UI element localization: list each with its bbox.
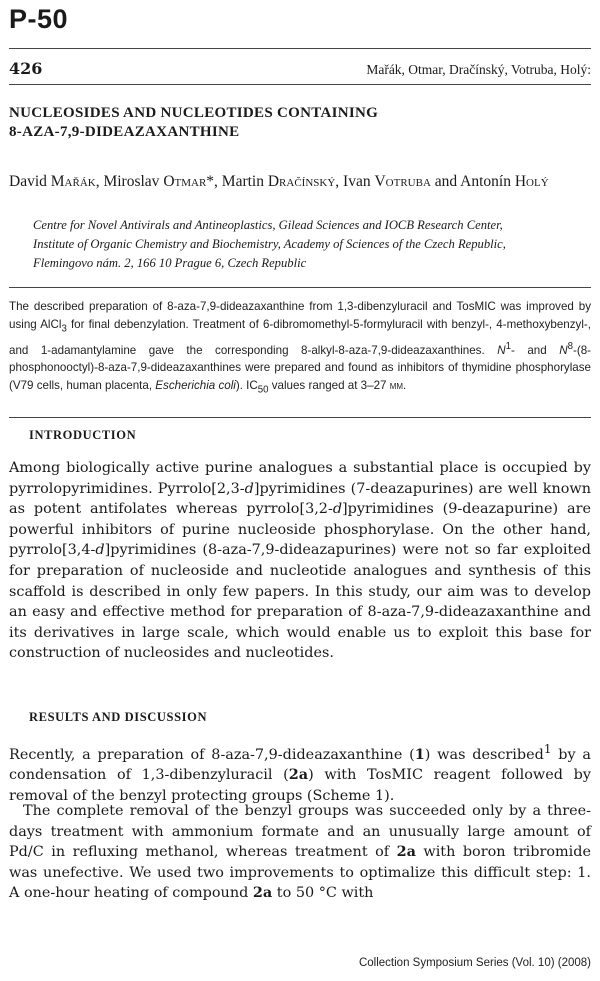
section-heading-introduction: INTRODUCTION: [29, 428, 137, 442]
header-rule: [9, 84, 591, 85]
affiliation: [33, 216, 591, 273]
affiliation-line-3: Flemingovo nám. 2, 166 10 Prague 6, Czech Republic: [33, 256, 307, 270]
poster-id: P-50: [9, 4, 69, 34]
author-name: [343, 173, 431, 190]
running-head: Mařák, Otmar, Dračínský, Votruba, Holý:: [366, 62, 591, 77]
author-name: [222, 173, 336, 190]
results-paragraph-2: The complete removal of the benzyl groups was succeeded only by a three-days treatment with ammonium formate and an unusually large amount of Pd/C in refluxing methanol, whereas treatment of 2a with boron tribromide was unefective. We used two improvements to optimalize this difficult step: 1. A one-hour heating of compound 2a to 50 °C with: [9, 803, 591, 902]
author-given-name: Miroslav: [103, 173, 164, 190]
top-rule: [9, 48, 591, 49]
author-given-name: David: [9, 173, 51, 190]
section-heading-results: RESULTS AND DISCUSSION: [29, 710, 208, 724]
affiliation-line-1: Centre for Novel Antivirals and Antineoplastics, Gilead Sciences and IOCB Research Center,: [33, 218, 503, 232]
abstract: The described preparation of 8-aza-7,9-dideazaxanthine from 1,3-dibenzyluracil and TosMIC was improved by using AlCl$_3$ for final debenzylation. Treatment of 6-dibromomethyl-5-formyluracil with benzyl-, 4-methoxybenzyl-, and 1-adamantylamine gave the corresponding 8-alkyl-8-aza-7,9-dideazaxanthines. $N^1-$ and $N^8-(8-phosphonooctyl)-8-aza-7,9$-dideazaxanthines were prepared and found as inhibitors of thymidine phosphorylase (V79 cells, human placenta, Escherichia coli). $IC_{50}$ values ranged at 3–27 µm.: [9, 300, 591, 395]
abstract-rule-top: [9, 287, 591, 288]
author-name: [9, 173, 96, 190]
author-family-name: Mařák: [50, 173, 96, 190]
title-line-1: NUCLEOSIDES AND NUCLEOTIDES CONTAINING: [9, 105, 379, 121]
author-given-name: Antonín: [460, 173, 515, 190]
affiliation-line-2: Institute of Organic Chemistry and Biochemistry, Academy of Sciences of the Czech Republic,: [33, 237, 506, 251]
author-family-name: Dračínský: [267, 173, 336, 190]
abstract-rule-bottom: [9, 417, 591, 418]
footer-series: Collection Symposium Series (Vol. 10) (2008): [358, 957, 591, 969]
author-family-name: Holý: [514, 173, 549, 190]
author-name: [460, 173, 549, 190]
introduction-text: Among biologically active purine analogues a substantial place is occupied by pyrrolopyrimidines. Pyrrolo[2,3-d]pyrimidines (7-deazapurines) are well known as potent antifolates whereas pyrrolo[3,2-d]pyrimidines (9-deazapurine) are powerful inhibitors of purine nucleoside phosphorylase. On the other hand, pyrrolo[3,4-d]pyrimidines (8-aza-7,9-dideazapurines) were not so far exploited for preparation of nucleoside and nucleotide analogues and synthesis of this scaffold is described in only few papers. In this study, our aim was to develop an easy and effective method for preparation of 8-aza-7,9-dideazaxanthine and its derivatives in large scale, which would enable us to exploit this base for construction of nucleosides and nucleotides.: [9, 460, 591, 662]
author-name: [103, 173, 214, 190]
author-list: David Mařák, Miroslav Otmar*, Martin Dračínský, Ivan Votruba and Antonín Holý: [9, 173, 549, 190]
article-title: [9, 104, 591, 142]
author-given-name: Martin: [221, 173, 268, 190]
author-family-name: Votruba: [374, 173, 431, 190]
author-given-name: Ivan: [343, 173, 375, 190]
results-paragraph-1: Recently, a preparation of 8-aza-7,9-dideazaxanthine (1) was described$^1$ by a condensation of 1,3-dibenzyluracil (2a) with TosMIC reagent followed by removal of the benzyl protecting groups (Scheme 1).: [9, 742, 591, 804]
corresponding-author-mark: *: [206, 173, 215, 190]
title-line-2: 8-AZA-7,9-DIDEAZAXANTHINE: [9, 124, 240, 140]
page-number: 426: [9, 59, 43, 78]
author-family-name: Otmar: [163, 173, 207, 190]
